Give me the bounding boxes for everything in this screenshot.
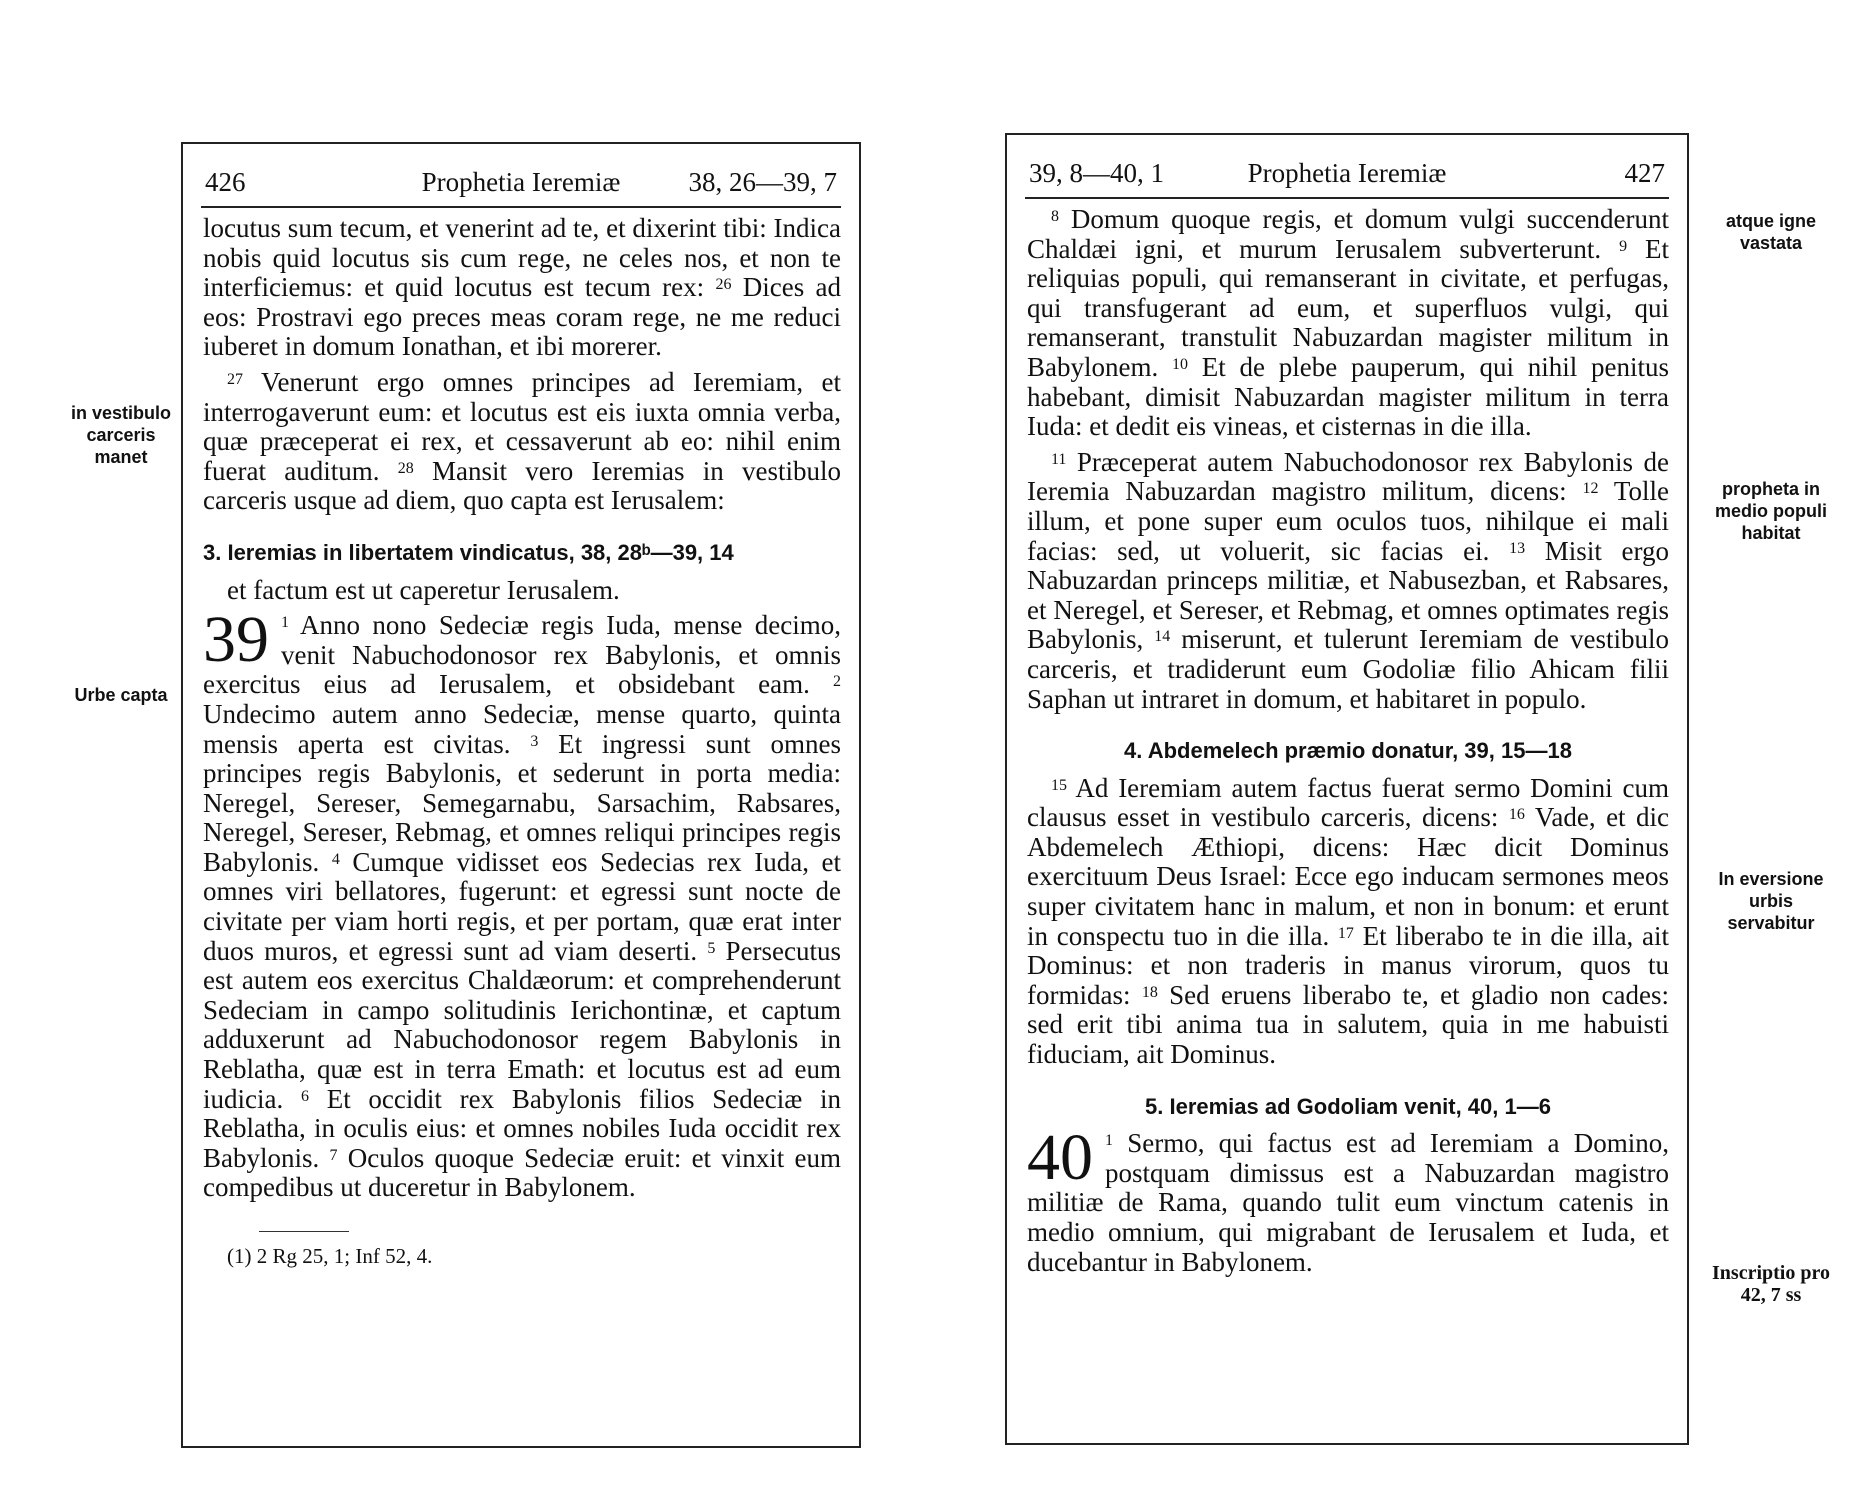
paragraph: locutus sum tecum, et venerint ad te, et dixerint tibi: Indica nobis quid locutus sis cum rege, ne celes nos, et non te interficiemus: et quid locutus est tecum rex: $^{26}$ Dices ad eos: Prostravi ego preces meas coram rege, ne me reduci iuberet in domum Ionathan, et ibi morerer. — [203, 213, 842, 362]
verse-number: 1 — [1105, 1132, 1113, 1150]
verse-number: 6 — [300, 1087, 309, 1105]
paragraph: 40 $^1$ Sermo, qui factus est ad Ieremiam a Domino, postquam dimissus est a Nabuzardan magistro militiæ de Rama, quando tulit eum vinctum catenis in medio omnium, qui migrabant de Ierusalem et Iuda, et ducebantur in Babylonem. — [1027, 1121, 1669, 1277]
verse-number: 12 — [1582, 480, 1599, 498]
margin-note: In eversione urbis servabitur — [1718, 869, 1824, 933]
verse-number: 8 — [1051, 208, 1059, 225]
paragraph: et factum est ut caperetur Ierusalem. — [227, 574, 620, 605]
margin-note: propheta in medio populi habitat — [1715, 479, 1827, 543]
left-page-header — [201, 162, 841, 208]
verse-number: 16 — [1508, 806, 1525, 824]
left-page — [181, 142, 861, 1448]
right-page-header — [1025, 153, 1669, 199]
verse-number: 4 — [331, 850, 340, 868]
section-heading: 5. Ieremias ad Godoliam venit, 40, 1—6 — [1145, 1093, 1551, 1119]
verse-number: 15 — [1051, 776, 1067, 794]
verse-number: 5 — [707, 939, 716, 957]
section-heading: 4. Abdemelech præmio donatur, 39, 15—18 — [1124, 738, 1572, 764]
verse-number: 26 — [715, 276, 732, 294]
margin-note: Inscriptio pro 42, 7 ss — [1712, 1262, 1830, 1306]
paragraph: $^{11}$ Præceperat autem Nabuchodonosor rex Babylonis de Ieremia Nabuzardan magistro militum, dicens: $^{12}$ Tolle illum, et pone super eum oculos tuos, nihilque ei mali facias: sed, ut voluerit, sic facias ei. $^{13}$ Misit ergo Nabuzardan princeps militiæ, et Nabusezban, et Rabsares, et Neregel, et Sereser, et Rebmag, et omnes optimates regis Babylonis, $^{14}$ miserunt, et tulerunt Ieremiam de vestibulo carceris, et tradiderunt eum Godoliæ filio Ahicam filii Saphan ut intraret in domum, et habitaret in populo. — [1027, 446, 1670, 714]
running-title: Prophetia Ieremiæ — [1247, 158, 1447, 188]
section-heading: 3. Ieremias in libertatem vindicatus, 38, 28ᵇ—39, 14 — [203, 539, 734, 565]
paragraph: $^{15}$ Ad Ieremiam autem factus fuerat sermo Domini cum clausus esset in vestibulo carceris, dicens: $^{16}$ Vade, et dic Abdemelech Æthiopi, dicens: Hæc dicit Dominus exercituum Deus Israel: Ecce ego inducam sermones meos super civitatem hanc in malum, et non in bonum: et erunt in conspectu tuo in die illa. $^{17}$ Et liberabo te in die illa, ait Dominus: et non traderis in manus virorum, quos tu formidas: $^{18}$ Sed eruens liberabo te, et gladio non cades: sed erit tibi anima tua in salutem, quia in me habuisti fiduciam, ait Dominus. — [1027, 772, 1670, 1070]
footnote: (1) 2 Rg 25, 1; Inf 52, 4. — [227, 1244, 433, 1268]
chapter-reference: 38, 26—39, 7 — [688, 167, 837, 197]
verse-number: 17 — [1337, 924, 1354, 942]
page-number: 426 — [205, 167, 246, 197]
verse-number: 28 — [397, 459, 414, 477]
verse-number: 18 — [1141, 983, 1158, 1001]
page-number: 427 — [1624, 158, 1665, 188]
verse-number: 2 — [833, 673, 841, 691]
paragraph: 39 $^1$ Anno nono Sedeciæ regis Iuda, mense decimo, venit Nabuchodonosor rex Babylonis, et omnis exercitus eius ad Ierusalem, et obsidebant eam. $^2$ Undecimo autem anno Sedeciæ, mense quarto, quinta mensis aperta est civitas. $^3$ Et ingressi sunt omnes principes regis Babylonis, et sederunt in porta media: Neregel, Sereser, Semegarnabu, Sarsachim, Rabsares, Neregel, Sereser, Rebmag, et omnes reliqui principes regis Babylonis. $^4$ Cumque vidisset eos Sedecias rex Iuda, et omnes viri bellatores, fugerunt: et egressi sunt nocte de civitate per viam horti regis, et per portam, quæ erat inter duos muros, et egressi sunt ad viam deserti. $^5$ Persecutus est autem eos exercitus Chaldæorum: et comprehenderunt Sedeciam in campo solitudinis Ierichontinæ, et captum adduxerunt ad Nabuchodonosor regem Babylonis in Reblatha, quæ est in terra Emath: et locutus est ad eum iudicia. $^6$ Et occidit rex Babylonis filios Sedeciæ in Reblatha, in oculis eius: et omnes nobiles Iuda occidit rex Babylonis. $^7$ Oculos quoque Sedeciæ eruit: et vinxit eum compedibus ut duceretur in Babylonem. — [203, 603, 842, 1203]
paragraph: $^{27}$ Venerunt ergo omnes principes ad Ieremiam, et interrogaverunt eum: et locutus est eis iuxta omnia verba, quæ præceperat ei rex, et cessaverunt ab eo: nihil enim fuerat auditum. $^{28}$ Mansit vero Ieremias in vestibulo carceris usque ad diem, quo capta est Ierusalem: — [203, 366, 842, 516]
verse-number: 27 — [227, 370, 243, 388]
verse-number: 3 — [530, 732, 539, 750]
left-page-text — [203, 214, 841, 1272]
margin-note: atque igne vastata — [1725, 211, 1816, 253]
verse-number: 14 — [1154, 628, 1171, 646]
margin-note: Urbe capta — [74, 685, 168, 705]
right-page-text — [1027, 205, 1669, 1283]
chapter-number: 40 — [1027, 1121, 1093, 1195]
verse-number: 1 — [281, 614, 289, 632]
running-title: Prophetia Ieremiæ — [421, 167, 621, 197]
margin-note: in vestibulo carceris manet — [70, 403, 171, 467]
verse-number: 11 — [1051, 450, 1067, 468]
chapter-reference: 39, 8—40, 1 — [1029, 158, 1164, 188]
verse-number: 13 — [1509, 539, 1526, 557]
verse-number: 7 — [329, 1146, 338, 1164]
footnote-divider — [259, 1231, 349, 1232]
right-page — [1005, 133, 1689, 1445]
verse-number: 9 — [1619, 237, 1628, 255]
paragraph: $^8$ Domum quoque regis, et domum vulgi succenderunt Chaldæi igni, et murum Ierusalem subverterunt. $^9$ Et reliquias populi, qui remanserant in civitate, et perfugas, qui transfugerant ad eum, et superfluos vulgi, qui remanserant, transtulit Nabuzardan magister militum in Babylonem. $^{10}$ Et de plebe pauperum, qui nihil penitus habebant, dimisit Nabuzardan magister militum in terra Iuda: et dedit eis vineas, et cisternas in die illa. — [1027, 204, 1670, 442]
chapter-number: 39 — [203, 603, 269, 677]
verse-number: 10 — [1172, 355, 1188, 373]
